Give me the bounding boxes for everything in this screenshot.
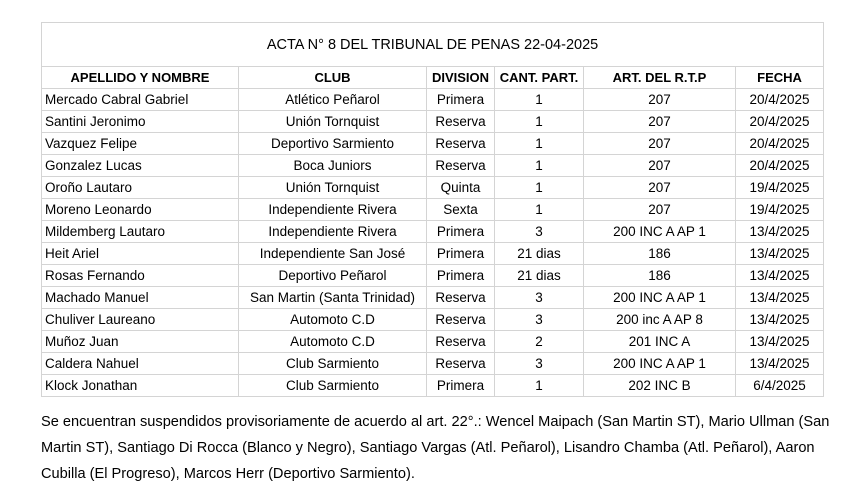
date-cell: 19/4/2025 xyxy=(736,199,824,221)
matches-cell: 1 xyxy=(495,375,584,397)
player-name-cell: Machado Manuel xyxy=(42,287,239,309)
table-row xyxy=(42,309,824,331)
player-name-cell: Oroño Lautaro xyxy=(42,177,239,199)
article-cell: 200 INC A AP 1 xyxy=(584,353,736,375)
matches-cell: 3 xyxy=(495,309,584,331)
table-row xyxy=(42,265,824,287)
club-cell: Independiente Rivera xyxy=(239,199,427,221)
article-cell: 186 xyxy=(584,265,736,287)
division-cell: Reserva xyxy=(427,331,495,353)
club-cell: Independiente San José xyxy=(239,243,427,265)
player-name-cell: Chuliver Laureano xyxy=(42,309,239,331)
table-row xyxy=(42,199,824,221)
division-cell: Reserva xyxy=(427,309,495,331)
article-cell: 201 INC A xyxy=(584,331,736,353)
division-cell: Primera xyxy=(427,221,495,243)
table-row xyxy=(42,375,824,397)
date-cell: 13/4/2025 xyxy=(736,309,824,331)
header-division: DIVISION xyxy=(427,67,495,89)
matches-cell: 3 xyxy=(495,287,584,309)
date-cell: 20/4/2025 xyxy=(736,111,824,133)
club-cell: Club Sarmiento xyxy=(239,375,427,397)
article-cell: 207 xyxy=(584,177,736,199)
table-row xyxy=(42,331,824,353)
club-cell: Unión Tornquist xyxy=(239,111,427,133)
club-cell: Boca Juniors xyxy=(239,155,427,177)
player-name-cell: Mercado Cabral Gabriel xyxy=(42,89,239,111)
division-cell: Primera xyxy=(427,243,495,265)
club-cell: Automoto C.D xyxy=(239,309,427,331)
player-name-cell: Muñoz Juan xyxy=(42,331,239,353)
report-title: ACTA N° 8 DEL TRIBUNAL DE PENAS 22-04-2025 xyxy=(42,23,824,67)
matches-cell: 1 xyxy=(495,133,584,155)
division-cell: Reserva xyxy=(427,155,495,177)
matches-cell: 21 dias xyxy=(495,243,584,265)
date-cell: 13/4/2025 xyxy=(736,287,824,309)
division-cell: Quinta xyxy=(427,177,495,199)
matches-cell: 1 xyxy=(495,199,584,221)
header-apellido-y-nombre: APELLIDO Y NOMBRE xyxy=(42,67,239,89)
matches-cell: 21 dias xyxy=(495,265,584,287)
date-cell: 6/4/2025 xyxy=(736,375,824,397)
date-cell: 20/4/2025 xyxy=(736,155,824,177)
date-cell: 13/4/2025 xyxy=(736,265,824,287)
article-cell: 202 INC B xyxy=(584,375,736,397)
table-row xyxy=(42,353,824,375)
article-cell: 207 xyxy=(584,133,736,155)
club-cell: Unión Tornquist xyxy=(239,177,427,199)
date-cell: 20/4/2025 xyxy=(736,133,824,155)
club-cell: Atlético Peñarol xyxy=(239,89,427,111)
player-name-cell: Vazquez Felipe xyxy=(42,133,239,155)
date-cell: 19/4/2025 xyxy=(736,177,824,199)
title-row xyxy=(42,23,824,67)
club-cell: Deportivo Sarmiento xyxy=(239,133,427,155)
club-cell: Automoto C.D xyxy=(239,331,427,353)
table-row xyxy=(42,89,824,111)
division-cell: Reserva xyxy=(427,353,495,375)
header-club: CLUB xyxy=(239,67,427,89)
table-row xyxy=(42,111,824,133)
division-cell: Reserva xyxy=(427,111,495,133)
matches-cell: 1 xyxy=(495,89,584,111)
article-cell: 200 INC A AP 1 xyxy=(584,287,736,309)
matches-cell: 3 xyxy=(495,353,584,375)
article-cell: 207 xyxy=(584,111,736,133)
header-row xyxy=(42,67,824,89)
date-cell: 13/4/2025 xyxy=(736,221,824,243)
division-cell: Primera xyxy=(427,265,495,287)
club-cell: Club Sarmiento xyxy=(239,353,427,375)
matches-cell: 1 xyxy=(495,177,584,199)
article-cell: 186 xyxy=(584,243,736,265)
article-cell: 207 xyxy=(584,89,736,111)
date-cell: 13/4/2025 xyxy=(736,353,824,375)
date-cell: 13/4/2025 xyxy=(736,331,824,353)
player-name-cell: Mildemberg Lautaro xyxy=(42,221,239,243)
division-cell: Primera xyxy=(427,375,495,397)
matches-cell: 1 xyxy=(495,111,584,133)
table-row xyxy=(42,155,824,177)
article-cell: 207 xyxy=(584,155,736,177)
table-row xyxy=(42,221,824,243)
division-cell: Reserva xyxy=(427,287,495,309)
article-cell: 207 xyxy=(584,199,736,221)
penalty-table xyxy=(41,22,824,397)
player-name-cell: Gonzalez Lucas xyxy=(42,155,239,177)
date-cell: 20/4/2025 xyxy=(736,89,824,111)
table-row xyxy=(42,177,824,199)
matches-cell: 3 xyxy=(495,221,584,243)
provisional-suspension-note: Se encuentran suspendidos provisoriamente de acuerdo al art. 22°.: Wencel Maipach (San Martin ST), Mario Ullman (San Martin ST), Santiago Di Rocca (Blanco y Negro), Santiago Vargas (Atl. Peñarol), Lisandro Chamba (Atl. Peñarol), Aaron Cubilla (El Progreso), Marcos Herr (Deportivo Sarmiento). xyxy=(41,414,830,482)
date-cell: 13/4/2025 xyxy=(736,243,824,265)
club-cell: San Martin (Santa Trinidad) xyxy=(239,287,427,309)
matches-cell: 2 xyxy=(495,331,584,353)
article-cell: 200 INC A AP 1 xyxy=(584,221,736,243)
player-name-cell: Caldera Nahuel xyxy=(42,353,239,375)
matches-cell: 1 xyxy=(495,155,584,177)
table-row xyxy=(42,287,824,309)
player-name-cell: Moreno Leonardo xyxy=(42,199,239,221)
player-name-cell: Klock Jonathan xyxy=(42,375,239,397)
header-cant-part: CANT. PART. xyxy=(495,67,584,89)
player-name-cell: Rosas Fernando xyxy=(42,265,239,287)
penalty-report-sheet xyxy=(41,22,823,397)
table-row xyxy=(42,133,824,155)
header-art-rtp: ART. DEL R.T.P xyxy=(584,67,736,89)
player-name-cell: Heit Ariel xyxy=(42,243,239,265)
division-cell: Sexta xyxy=(427,199,495,221)
player-name-cell: Santini Jeronimo xyxy=(42,111,239,133)
club-cell: Deportivo Peñarol xyxy=(239,265,427,287)
article-cell: 200 inc A AP 8 xyxy=(584,309,736,331)
club-cell: Independiente Rivera xyxy=(239,221,427,243)
header-fecha: FECHA xyxy=(736,67,824,89)
division-cell: Reserva xyxy=(427,133,495,155)
division-cell: Primera xyxy=(427,89,495,111)
table-row xyxy=(42,243,824,265)
